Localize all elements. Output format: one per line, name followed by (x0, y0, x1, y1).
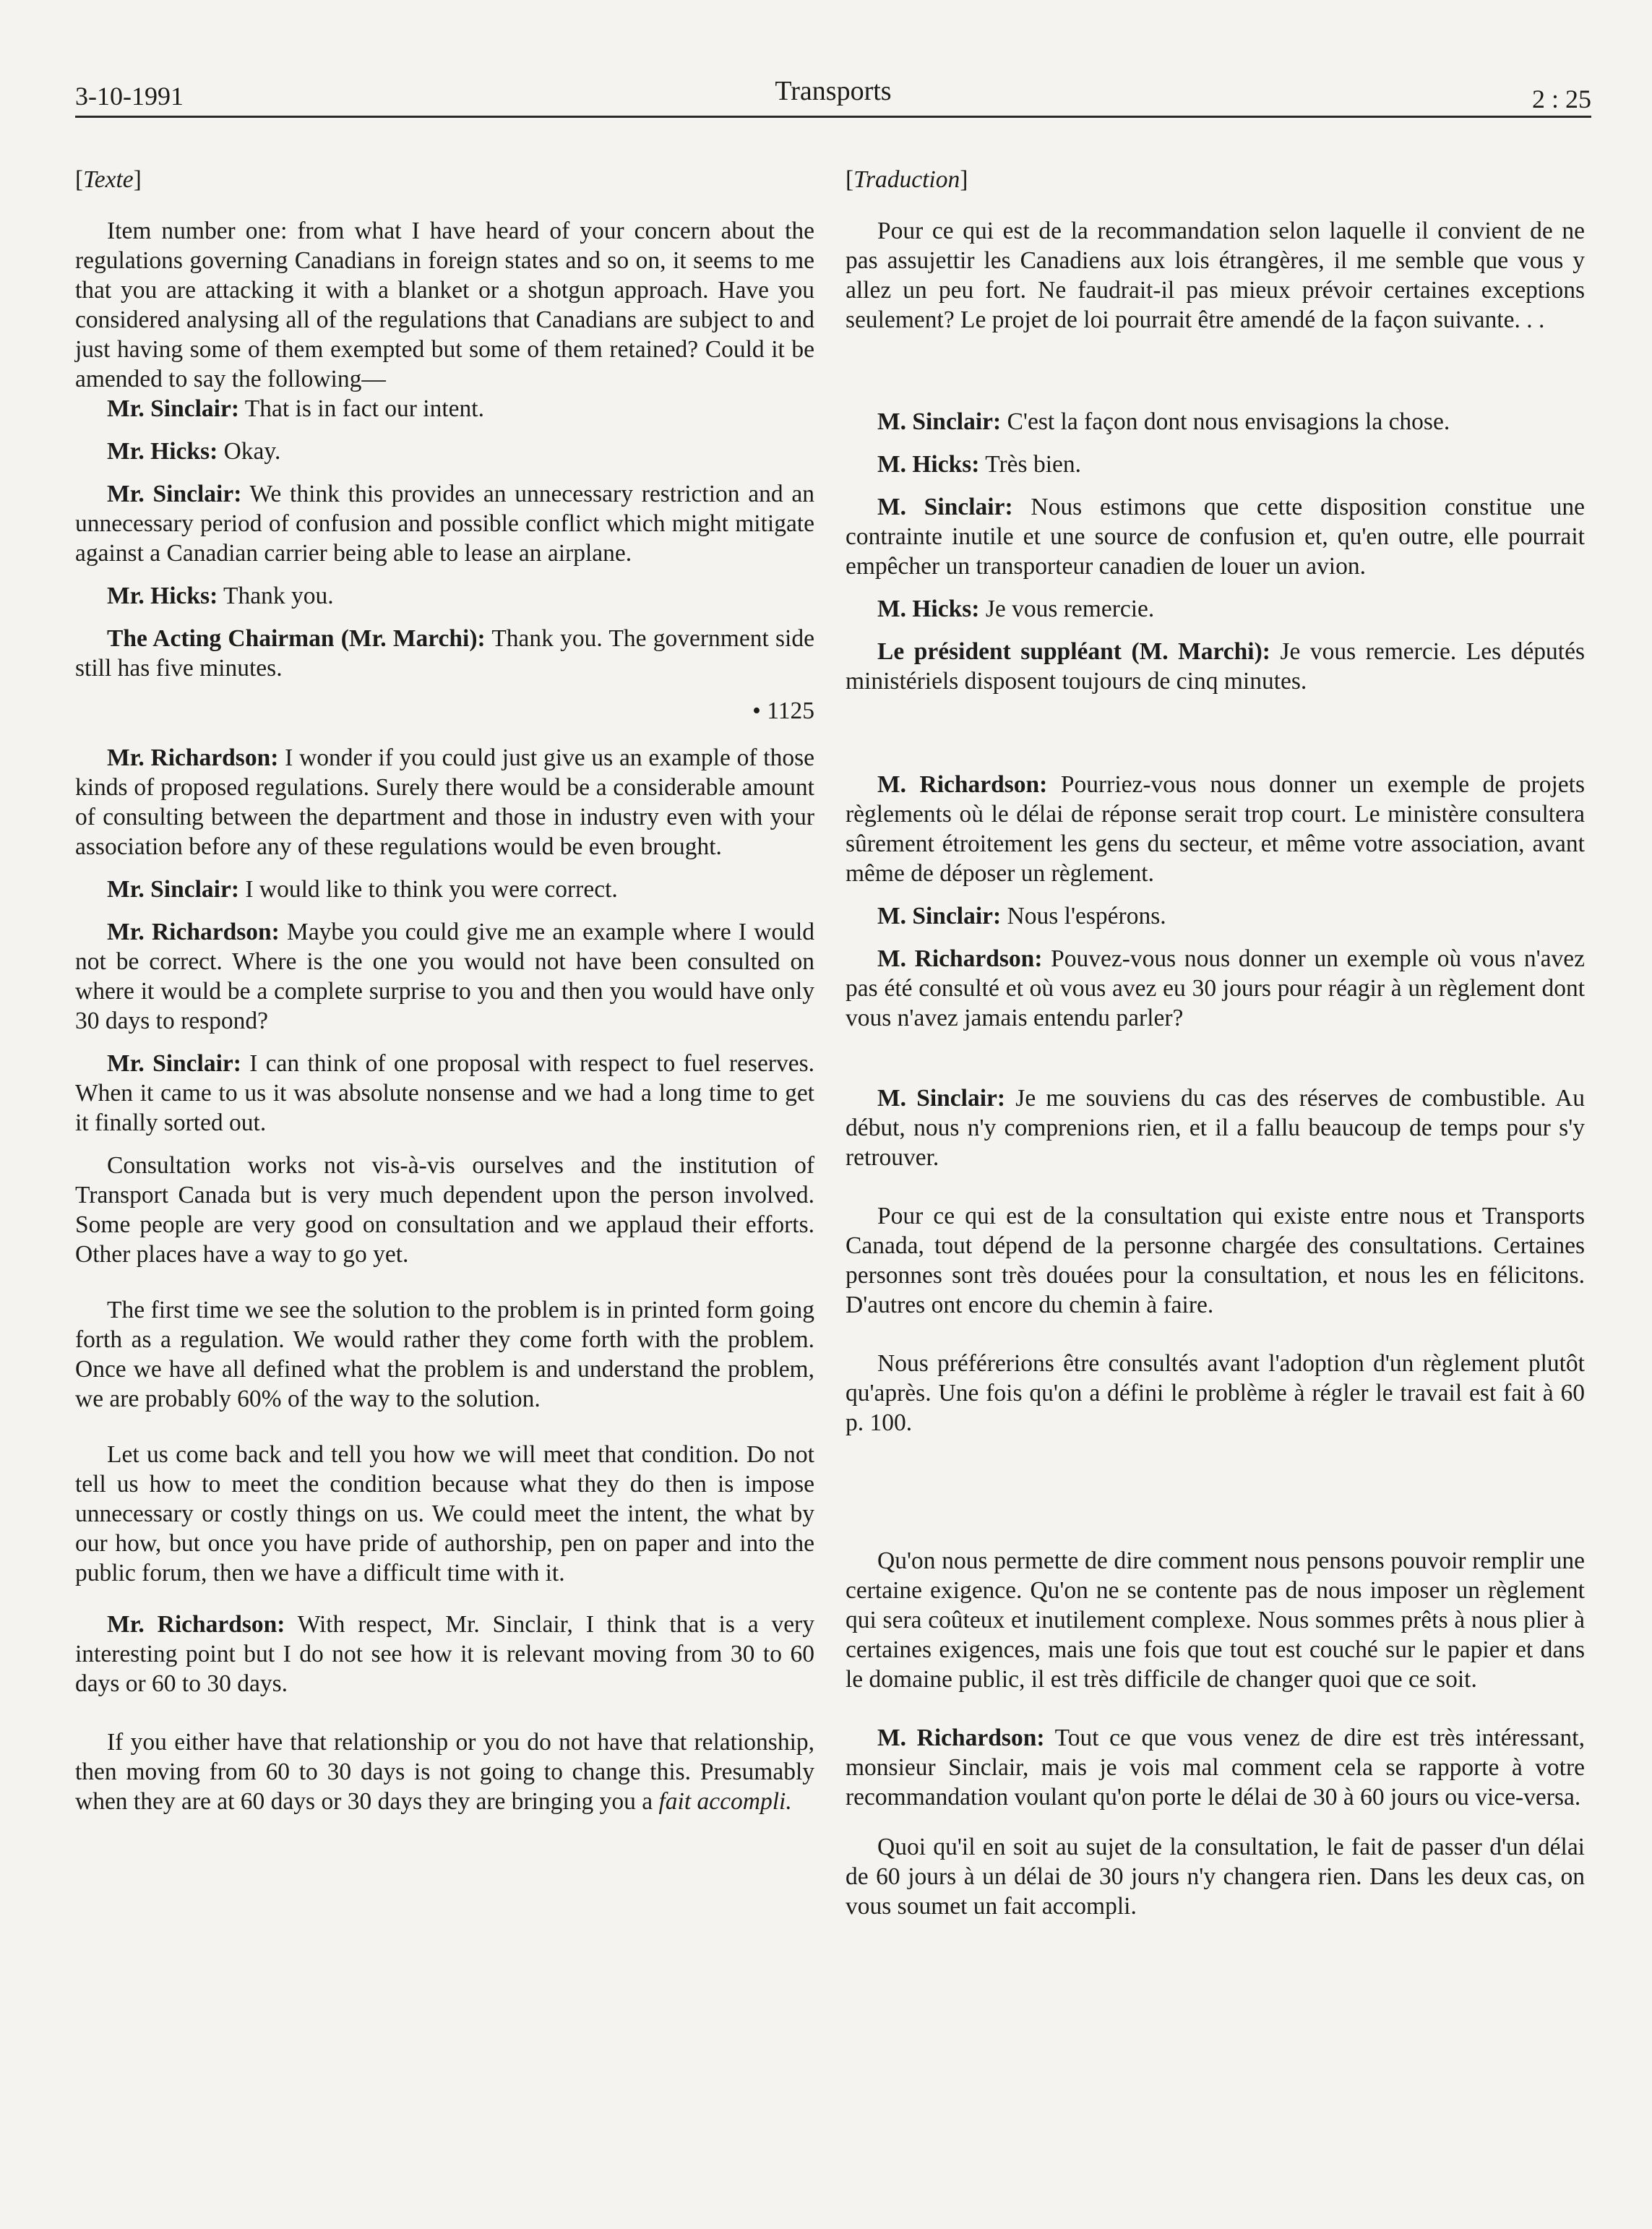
paragraph (75, 624, 814, 683)
speaker-name: M. Richardson: (877, 1725, 1045, 1751)
paragraph (75, 394, 814, 424)
speech-text: Thank you. (223, 583, 334, 609)
speaker-name: M. Hicks: (877, 451, 980, 478)
speaker-name: M. Sinclair: (877, 494, 1013, 520)
speaker-name: M. Richardson: (877, 945, 1043, 972)
speech-text: I can think of one proposal with respect to fuel reserves. When it came to us it was absolute nonsense and we had a long time to get it finally sorted out. (75, 1050, 814, 1136)
paragraph (846, 1723, 1585, 1812)
speech-text: That is in fact our intent. (244, 395, 484, 422)
speech-text: Nous l'espérons. (1007, 903, 1166, 929)
paragraph: Item number one: from what I have heard of your concern about the regulations governing Canadians in foreign states and so on, it seems to me that you are attacking it with a blanket or a shotgun approach. Have you considered analysing all of the regulations that Canadians are subject to and just having some of them exempted but some of them retained? Could it be amended to say the following— (75, 218, 814, 392)
speech-text: If you either have that relationship or you do not have that relationship, then moving from 60 to 30 days is not going to change this. Presumably when they are at 60 days or 30 days they are bringing you a (75, 1729, 814, 1815)
paragraph (75, 875, 814, 904)
paragraph: Qu'on nous permette de dire comment nous pensons pouvoir remplir une certaine exigence. Qu'on ne se contente pas de nous imposer un règlement qui sera coûteux et inutilement complexe. Nous sommes prêts à nous plier à certaines exigences, mais une fois que tout est couché sur le papier et dans le domaine public, il est très difficile de changer quoi que ce soit. (846, 1547, 1585, 1693)
speech-text: Très bien. (985, 451, 1081, 478)
speech-text: Pourriez-vous nous donner un exemple de projets règlements où le délai de réponse serait trop court. Le ministère consultera sûrement étroitement les gens du secteur, et même votre association, avant même de déposer un règlement. (846, 771, 1586, 887)
paragraph (846, 1083, 1585, 1172)
speaker-name: The Acting Chairman (Mr. Marchi): (107, 625, 486, 652)
speech-text: I would like to think you were correct. (245, 876, 618, 903)
speaker-name: M. Sinclair: (877, 1085, 1006, 1112)
italic-phrase: fait accompli. (658, 1788, 792, 1815)
speech-text: Nous estimons que cette disposition constitue une contrainte inutile et une source de confusion et, qu'en outre, elle pourrait empêcher un transporteur canadien de louer un avion. (846, 494, 1585, 580)
header-date: 3-10-1991 (75, 82, 184, 111)
paragraph (846, 594, 1585, 624)
speaker-name: Mr. Richardson: (107, 744, 279, 771)
paragraph (75, 1049, 814, 1138)
paragraph (75, 437, 814, 466)
speech-text: With respect, Mr. Sinclair, I think that is a very interesting point but I do not see how it is relevant moving from 30 to 60 days or 60 to 30 days. (75, 1611, 814, 1697)
speaker-name: Mr. Richardson: (107, 1611, 285, 1638)
paragraph (75, 1610, 814, 1698)
paragraph (846, 492, 1585, 581)
speaker-name: M. Sinclair: (877, 408, 1002, 435)
speaker-name: Mr. Hicks: (107, 438, 218, 465)
paragraph: Let us come back and tell you how we will meet that condition. Do not tell us how to meet the condition because what they do then is impose unnecessary or costly things on us. We could meet the intent, the what by our how, but once you have pride of authorship, pen on paper and into the public forum, then we have a difficult time with it. (75, 1441, 814, 1586)
speaker-name: Mr. Sinclair: (107, 395, 239, 422)
paragraph: Consultation works not vis-à-vis ourselves and the institution of Transport Canada but is very much dependent upon the person involved. Some people are very good on consultation and we applaud their efforts. Other places have a way to go yet. (75, 1152, 814, 1268)
speech-text: I wonder if you could just give us an example of those kinds of proposed regulations. Surely there would be a considerable amount of consulting between the department and those in industry even with your association before any of these regulations would be even brought. (75, 744, 814, 860)
speaker-name: M. Sinclair: (877, 903, 1002, 929)
paragraph (846, 901, 1585, 931)
column-tag: [Texte] (75, 166, 142, 193)
header-page-number: 2 : 25 (1531, 85, 1591, 113)
speaker-name: Mr. Sinclair: (107, 876, 239, 903)
speech-text: Thank you. The government side still has five minutes. (75, 625, 814, 682)
time-marker: • 1125 (752, 697, 814, 724)
speech-text: Je me souviens du cas des réserves de combustible. Au début, nous n'y comprenions rien, et il a fallu beaucoup de temps pour s'y retrouver. (846, 1085, 1585, 1171)
column-tag-label: Texte (83, 166, 134, 193)
column-tag-label: Traduction (853, 166, 960, 193)
speaker-name: M. Hicks: (877, 596, 980, 622)
paragraph (75, 479, 814, 568)
paragraph: The first time we see the solution to the problem is in printed form going forth as a regulation. We would rather they come forth with the problem. Once we have all defined what the problem is and understand the problem, we are probably 60% of the way to the solution. (75, 1297, 814, 1412)
column-tag: [Traduction] (846, 166, 968, 193)
speech-text: Tout ce que vous venez de dire est très intéressant, monsieur Sinclair, mais je vois mal comment cela se rapporte à votre recommandation voulant qu'on porte le délai de 30 à 60 jours ou vice-versa. (846, 1725, 1585, 1811)
speaker-name: Mr. Sinclair: (107, 481, 242, 507)
paragraph (75, 1727, 814, 1816)
paragraph: Quoi qu'il en soit au sujet de la consultation, le fait de passer d'un délai de 60 jours à un délai de 30 jours n'y changera rien. Dans les deux cas, on vous soumet un fait accompli. (846, 1834, 1585, 1920)
speech-text: Maybe you could give me an example where I would not be correct. Where is the one you would not have been consulted on where it would be a complete surprise to you and then you would have only 30 days to respond? (75, 919, 814, 1034)
paragraph (846, 770, 1585, 888)
speaker-name: M. Richardson: (877, 771, 1048, 798)
paragraph (846, 407, 1585, 437)
french-column (846, 165, 1585, 1934)
speaker-name: Mr. Richardson: (107, 919, 280, 945)
paragraph: Nous préférerions être consultés avant l'adoption d'un règlement plutôt qu'après. Une fois qu'on a défini le problème à régler le travail est fait à 60 p. 100. (846, 1350, 1585, 1436)
page-header (75, 72, 1591, 118)
speaker-name: Mr. Sinclair: (107, 1050, 241, 1077)
header-title: Transports (775, 76, 892, 106)
speech-text: Pouvez-vous nous donner un exemple où vous n'avez pas été consulté et où vous avez eu 30 jours pour réagir à un règlement dont vous n'avez jamais entendu parler? (846, 945, 1585, 1031)
speaker-name: Mr. Hicks: (107, 583, 218, 609)
speech-text: C'est la façon dont nous envisagions la chose. (1007, 408, 1450, 435)
speech-text: Je vous remercie. (985, 596, 1155, 622)
paragraph (75, 581, 814, 611)
paragraph (75, 917, 814, 1036)
paragraph (75, 743, 814, 862)
speech-text: Je vous remercie. Les députés ministériels disposent toujours de cinq minutes. (846, 638, 1586, 695)
paragraph: Pour ce qui est de la consultation qui existe entre nous et Transports Canada, tout dépend de la personne chargée des consultations. Certaines personnes sont très douées pour la consultation, et nous les en félicitons. D'autres ont encore du chemin à faire. (846, 1203, 1585, 1318)
speech-text: Okay. (223, 438, 281, 465)
paragraph (846, 944, 1585, 1033)
paragraph (846, 637, 1585, 696)
english-column (75, 165, 814, 1829)
speech-text: We think this provides an unnecessary restriction and an unnecessary period of confusion and possible conflict which might mitigate against a Canadian carrier being able to lease an airplane. (75, 481, 814, 567)
speaker-name: Le président suppléant (M. Marchi): (877, 638, 1270, 665)
paragraph (846, 450, 1585, 479)
paragraph: Pour ce qui est de la recommandation selon laquelle il convient de ne pas assujettir les Canadiens aux lois étrangères, il me semble que vous y allez un peu fort. Ne faudrait-il pas mieux prévoir certaines exceptions seulement? Le projet de loi pourrait être amendé de la façon suivante. . . (846, 218, 1585, 333)
